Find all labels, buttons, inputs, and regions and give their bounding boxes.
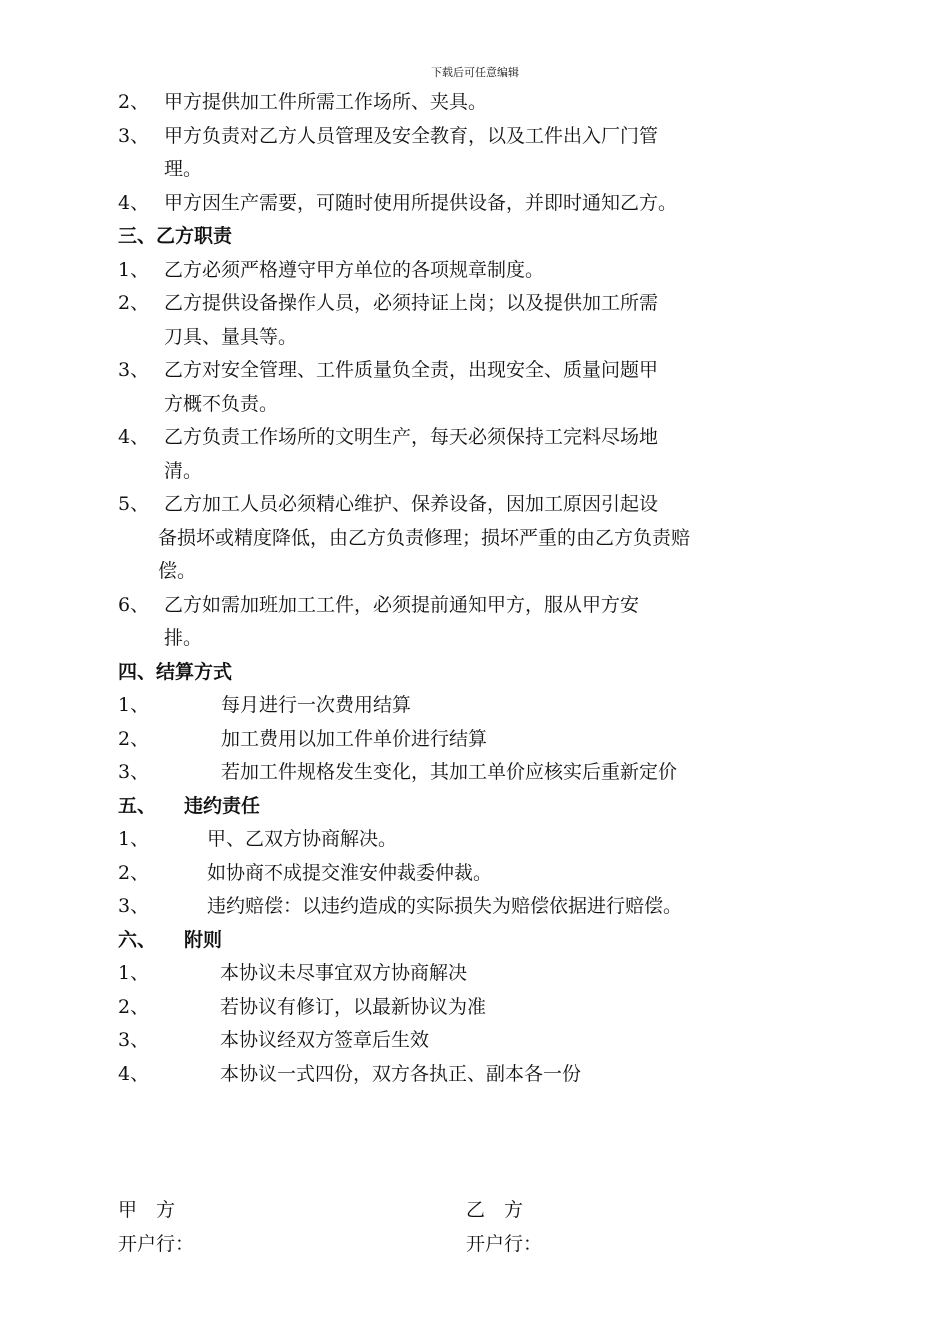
item-number: 5、 [118,493,150,515]
item-text: 甲方提供加工件所需工作场所、夹具。 [164,91,488,113]
list-item [118,957,818,991]
item-number: 4、 [118,1062,150,1085]
item-text-continued: 方概不负责。 [164,392,279,415]
item-number: 3、 [118,1029,150,1051]
section-title: 违约责任 [184,794,261,817]
item-text: 乙方如需加班加工工件，必须提前通知甲方，服从甲方安 [164,593,640,616]
list-item [118,421,818,455]
party-b-bank-label: 开户行： [466,1233,543,1255]
list-item [118,991,818,1025]
list-item [118,823,818,857]
item-text: 如协商不成提交淮安仲裁委仲裁。 [207,861,493,884]
item-number: 2、 [118,861,150,884]
list-item [118,287,818,321]
list-item [118,857,818,891]
item-text: 乙方负责工作场所的文明生产，每天必须保持工完料尽场地 [164,426,659,448]
item-number: 6、 [118,593,150,616]
list-item [118,354,818,388]
item-number: 4、 [118,426,150,448]
item-text: 乙方必须严格遵守甲方单位的各项规章制度。 [164,258,545,281]
item-text: 乙方对安全管理、工件质量负全责，出现安全、质量问题甲 [164,359,659,381]
item-text: 本协议未尽事宜双方协商解决 [220,962,468,984]
item-text: 加工费用以加工件单价进行结算 [221,727,488,750]
item-text: 本协议一式四份，双方各执正、副本各一份 [220,1062,582,1085]
section-heading [118,790,818,824]
item-number: 3、 [118,359,150,381]
item-number: 2、 [118,727,150,750]
list-item [118,589,818,623]
section-heading [118,924,818,958]
item-text-continued: 偿。 [158,560,197,582]
item-number: 4、 [118,191,150,214]
party-a-bank-label: 开户行： [118,1233,195,1255]
item-number: 1、 [118,694,150,716]
list-item [118,120,818,154]
item-number: 3、 [118,895,150,917]
list-item [118,689,818,723]
item-text-continued: 理。 [164,158,203,180]
list-item [118,488,818,522]
section-heading: 四、结算方式 [118,660,233,683]
item-text-continued: 刀具、量具等。 [164,325,298,348]
party-a-label: 甲 方 [118,1199,176,1221]
list-item [118,890,818,924]
item-text: 本协议经双方签章后生效 [220,1029,430,1051]
item-text-continued: 排。 [164,627,203,649]
list-item [118,187,818,221]
item-text: 若加工件规格发生变化，其加工单价应核实后重新定价 [221,761,678,783]
item-text: 每月进行一次费用结算 [221,694,412,716]
item-text-continued: 备损坏或精度降低，由乙方负责修理；损坏严重的由乙方负责赔 [158,526,691,549]
list-item [118,723,818,757]
party-a-signature-block [118,1193,194,1261]
list-item [118,1058,818,1092]
item-text: 违约赔偿：以违约造成的实际损失为赔偿依据进行赔偿。 [207,895,683,917]
item-text: 甲方负责对乙方人员管理及安全教育，以及工件出入厂门管 [164,124,659,147]
list-item [118,86,818,120]
section-heading: 三、乙方职责 [118,225,233,247]
item-text: 甲方因生产需要，可随时使用所提供设备，并即时通知乙方。 [164,191,678,214]
item-number: 2、 [118,995,150,1018]
item-number: 2、 [118,91,150,113]
list-item [118,1024,818,1058]
item-number: 2、 [118,292,150,314]
section-number: 五、 [118,794,157,817]
section-title: 附则 [184,928,223,951]
item-text: 乙方提供设备操作人员，必须持证上岗；以及提供加工所需 [164,292,659,314]
party-b-label: 乙 方 [466,1199,524,1221]
item-text: 甲、乙双方协商解决。 [207,828,398,850]
list-item [118,756,818,790]
item-number: 1、 [118,962,150,984]
contract-body [118,86,818,1091]
item-number: 3、 [118,761,150,783]
item-number: 3、 [118,124,150,147]
item-text: 若协议有修订，以最新协议为准 [220,995,487,1018]
list-item [118,254,818,288]
page-header-watermark: 下载后可任意编辑 [431,66,519,79]
section-number: 六、 [118,928,157,951]
item-number: 1、 [118,258,150,281]
item-number: 1、 [118,828,150,850]
item-text: 乙方加工人员必须精心维护、保养设备，因加工原因引起设 [164,493,659,515]
item-text-continued: 清。 [164,459,203,482]
party-b-signature-block [466,1193,542,1261]
